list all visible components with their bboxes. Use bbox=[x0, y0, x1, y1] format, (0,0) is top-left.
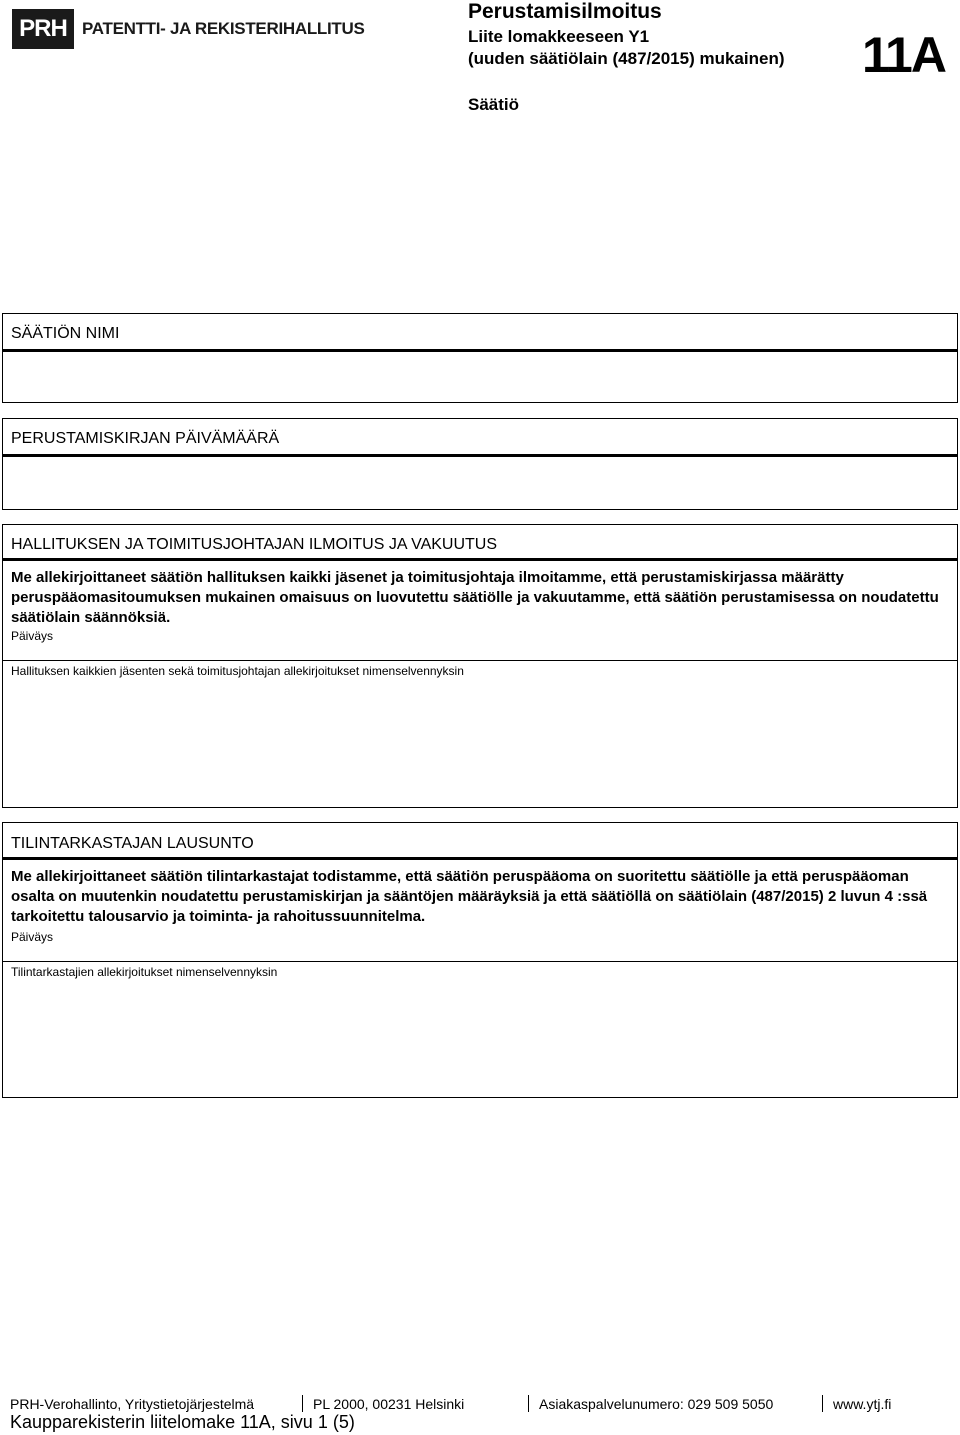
auditor-date-label: Päiväys bbox=[11, 930, 54, 944]
page-footer bbox=[10, 1395, 891, 1412]
auditor-statement-heading: TILINTARKASTAJAN LAUSUNTO bbox=[3, 823, 957, 860]
footer-phone: Asiakaspalvelunumero: 029 509 5050 bbox=[539, 1395, 774, 1412]
founding-date-section bbox=[2, 418, 958, 510]
auditor-statement-section bbox=[2, 822, 958, 1098]
board-declaration-text: Me allekirjoittaneet säätiön hallituksen kaikki jäsenet ja toimitusjohtaja ilmoitamme, että perustamiskirjassa määrätty peruspääomasitoumuksen mukainen omaisuus on luovutettu säätiölle ja vakuutamme, että säätiön perustamisessa on noudatettu säätiölain säännöksiä. bbox=[11, 569, 939, 626]
auditor-signature-label: Tilintarkastajien allekirjoitukset nimenselvennyksin bbox=[11, 965, 278, 979]
board-signature-field[interactable] bbox=[3, 661, 957, 678]
document-subtitle-law: (uuden säätiölain (487/2015) mukainen) bbox=[468, 49, 785, 68]
page-number: Kaupparekisterin liitelomake 11A, sivu 1 (5) bbox=[10, 1412, 355, 1432]
board-declaration-heading: HALLITUKSEN JA TOIMITUSJOHTAJAN ILMOITUS JA VAKUUTUS bbox=[3, 525, 957, 561]
form-code: 11A bbox=[862, 27, 945, 83]
prh-logo-mark: PRH bbox=[12, 9, 74, 49]
board-signature-label: Hallituksen kaikkien jäsenten sekä toimitusjohtajan allekirjoitukset nimenselvennyksin bbox=[11, 664, 464, 678]
document-title: Perustamisilmoitus bbox=[468, 0, 662, 23]
footer-address: PL 2000, 00231 Helsinki bbox=[313, 1395, 465, 1412]
footer-organization: PRH-Verohallinto, Yritystietojärjestelmä bbox=[10, 1395, 255, 1412]
auditor-signature-field[interactable] bbox=[3, 962, 957, 979]
board-declaration-section bbox=[2, 524, 958, 808]
auditor-statement-text: Me allekirjoittaneet säätiön tilintarkastajat todistamme, että säätiön peruspääoma on suoritettu säätiölle ja että peruspääoman osalta on muutenkin noudatettu perustamiskirjan ja sääntöjen määräyksiä ja että säätiöllä on säätiölain (487/2015) 2 luvun 4 :ssä tarkoitettu talousarvio ja toiminta- ja rahoitussuunnitelma. bbox=[11, 868, 928, 925]
prh-logo-text: PATENTTI- JA REKISTERIHALLITUS bbox=[82, 19, 365, 38]
founding-date-heading: PERUSTAMISKIRJAN PÄIVÄMÄÄRÄ bbox=[3, 419, 957, 457]
founding-date-field[interactable] bbox=[3, 457, 957, 507]
foundation-name-section bbox=[2, 313, 958, 403]
footer-website-link[interactable]: www.ytj.fi bbox=[833, 1395, 892, 1412]
form-category: Säätiö bbox=[468, 95, 520, 114]
auditor-date-field[interactable] bbox=[3, 927, 957, 962]
foundation-name-heading: SÄÄTIÖN NIMI bbox=[3, 314, 957, 352]
prh-logo bbox=[12, 6, 365, 52]
board-date-label: Päiväys bbox=[11, 629, 54, 643]
board-date-field[interactable] bbox=[3, 628, 957, 661]
document-subtitle: Liite lomakkeeseen Y1 bbox=[468, 27, 650, 46]
foundation-name-field[interactable] bbox=[3, 352, 957, 400]
